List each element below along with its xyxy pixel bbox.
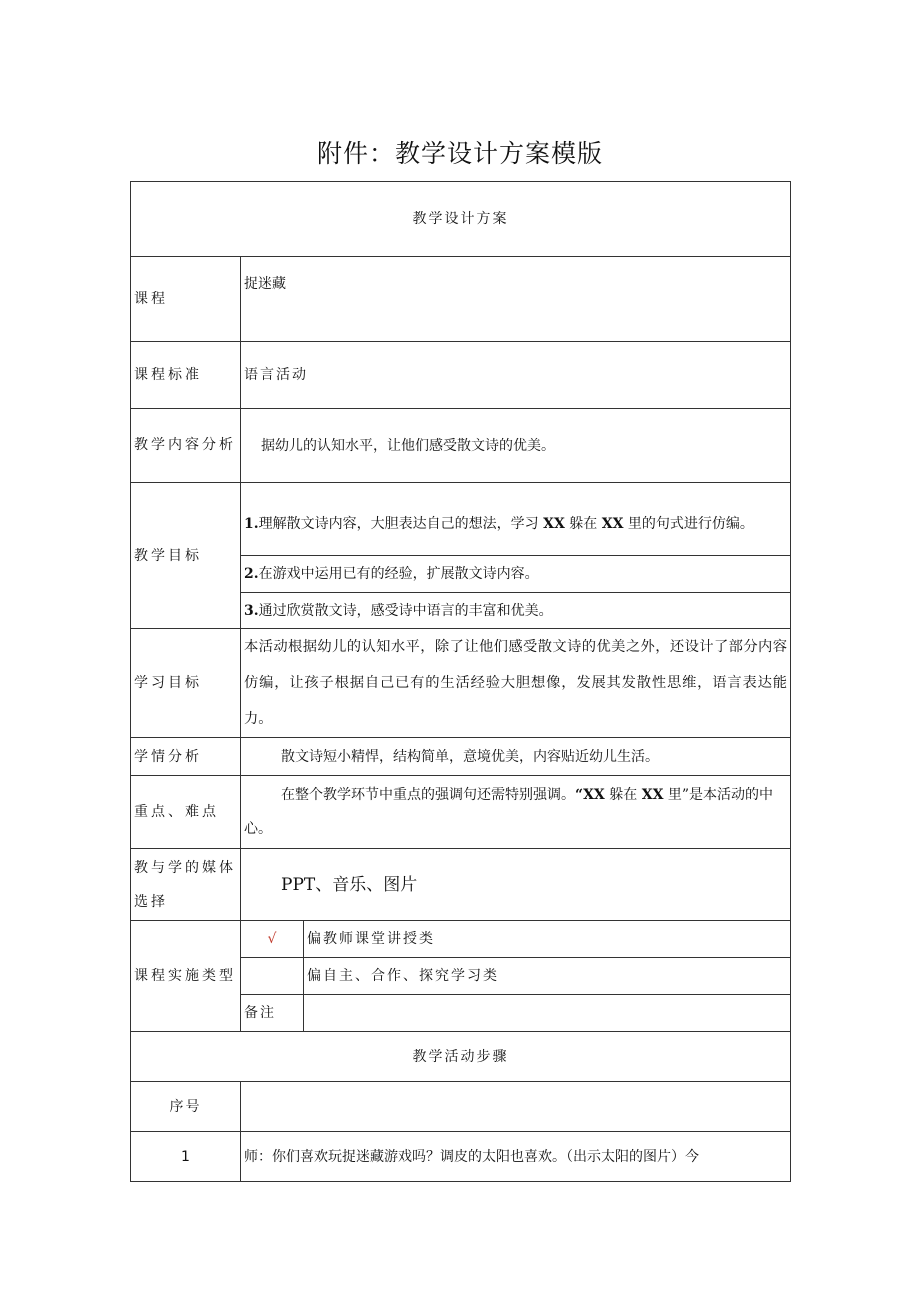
goal-number: 3.	[244, 602, 259, 619]
teaching-goal-1	[241, 483, 791, 556]
content-analysis-value: 据幼儿的认知水平，让他们感受散文诗的优美。	[241, 409, 791, 483]
goal-bold: XX	[543, 516, 565, 532]
note-label: 备注	[241, 995, 304, 1032]
goal-text: 通过欣赏散文诗，感受诗中语言的丰富和优美。	[258, 602, 553, 619]
seq-header-empty	[241, 1082, 791, 1132]
teaching-goal-row-1	[131, 483, 791, 556]
implementation-option-1: 偏教师课堂讲授类	[304, 921, 791, 958]
key-points-label: 重点、难点	[131, 776, 241, 849]
goal-text: 里的句式进行仿编。	[627, 516, 754, 532]
key-points-text: 躲在	[609, 787, 638, 803]
implementation-option-2: 偏自主、合作、探究学习类	[304, 958, 791, 995]
goal-text: 躲在	[569, 516, 598, 532]
key-points-bold: XX	[583, 787, 605, 803]
goal-text: 理解散文诗内容，大胆表达自己的想法，学习	[258, 516, 539, 532]
document-title: 附件：教学设计方案模版	[316, 139, 603, 168]
key-points-quote: “	[575, 787, 584, 803]
step-text: 师：你们喜欢玩捉迷藏游戏吗？调皮的太阳也喜欢。（出示太阳的图片）今	[241, 1132, 791, 1182]
course-value: 捉迷藏	[241, 257, 791, 342]
teaching-goal-3	[241, 593, 791, 629]
media-row	[131, 849, 791, 921]
learner-analysis-value: 散文诗短小精悍，结构简单，意境优美，内容贴近幼儿生活。	[241, 738, 791, 776]
key-points-row	[131, 776, 791, 849]
steps-title: 教学活动步骤	[131, 1032, 791, 1082]
learning-goals-value: 本活动根据幼儿的认知水平，除了让他们感受散文诗的优美之外，还设计了部分内容仿编，让孩子根据自己已有的生活经验大胆想像，发展其发散性思维，语言表达能力。	[241, 629, 791, 738]
course-label: 课程	[131, 257, 241, 342]
step-number: 1	[131, 1132, 241, 1182]
standard-value: 语言活动	[241, 342, 791, 409]
key-points-bold: XX	[641, 787, 664, 803]
key-points-text: 在整个教学环节中重点的强调句还需特别强调。	[281, 787, 575, 803]
standard-row	[131, 342, 791, 409]
implementation-row-1	[131, 921, 791, 958]
checkmark: √	[241, 921, 304, 958]
standard-label: 课程标准	[131, 342, 241, 409]
key-points-text: 里”是本活动的中心。	[244, 787, 774, 837]
implementation-label: 课程实施类型	[131, 921, 241, 1032]
teaching-goal-2	[241, 556, 791, 593]
course-row	[131, 257, 791, 342]
learning-goals-label: 学习目标	[131, 629, 241, 738]
teaching-goals-label: 教学目标	[131, 483, 241, 629]
goal-text: 在游戏中运用已有的经验，扩展散文诗内容。	[258, 566, 539, 582]
step-row-1	[131, 1132, 791, 1182]
content-analysis-row	[131, 409, 791, 483]
goal-number: 2.	[244, 566, 259, 582]
seq-label: 序号	[131, 1082, 241, 1132]
empty-check-cell	[241, 958, 304, 995]
learning-goals-row	[131, 629, 791, 738]
lesson-plan-table	[130, 181, 791, 1182]
note-value	[304, 995, 791, 1032]
key-points-value	[241, 776, 791, 849]
table-title-row	[131, 182, 791, 257]
learner-analysis-label: 学情分析	[131, 738, 241, 776]
steps-title-row	[131, 1032, 791, 1082]
learner-analysis-row	[131, 738, 791, 776]
goal-number: 1.	[244, 516, 259, 532]
seq-header-row	[131, 1082, 791, 1132]
table-title: 教学设计方案	[131, 182, 791, 257]
media-value: PPT、音乐、图片	[241, 849, 791, 921]
content-analysis-label: 教学内容分析	[131, 409, 241, 483]
media-label: 教与学的媒体选择	[131, 849, 241, 921]
goal-bold: XX	[601, 516, 624, 532]
